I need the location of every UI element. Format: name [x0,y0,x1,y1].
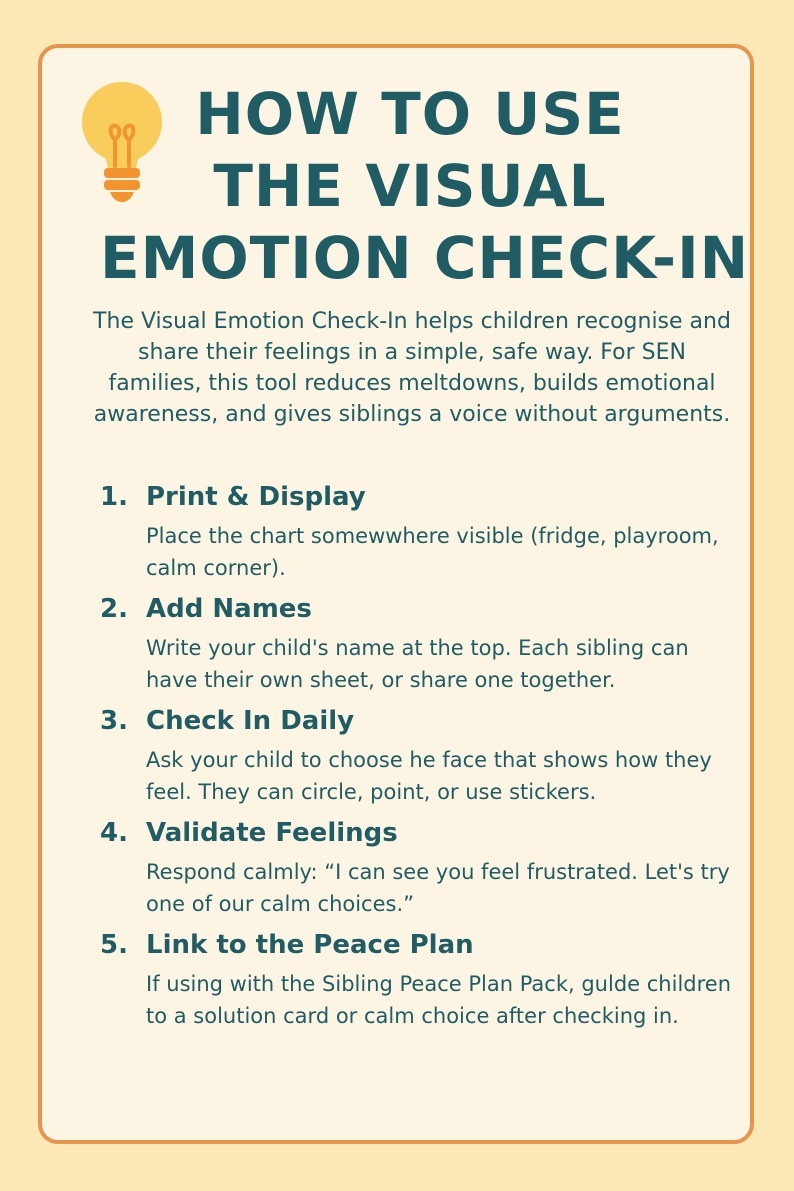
steps-list [100,478,740,1038]
step-description: Write your child's name at the top. Each sibling can have their own sheet, or share one together. [146,636,689,692]
title-line-1: HOW TO USE [195,80,625,148]
intro-paragraph: The Visual Emotion Check-In helps children recognise and share their feelings in a simple, safe way. For SEN families, this tool reduces meltdowns, builds emotional awareness, and gives siblings a voice without arguments. [93,309,731,427]
page-title [100,78,750,294]
step-number: 3. [100,706,128,736]
step-number: 2. [100,594,128,624]
title-line-3: EMOTION CHECK-IN [100,224,750,292]
step-description: If using with the Sibling Peace Plan Pack, gulde children to a solution card or calm choice after checking in. [146,972,732,1028]
step-description: Respond calmly: “I can see you feel frustrated. Let's try one of our calm choices.” [146,860,730,916]
step-description: Ask your child to choose he face that shows how they feel. They can circle, point, or use stickers. [146,748,712,804]
step-number: 5. [100,930,128,960]
step-title: Link to the Peace Plan [146,930,474,960]
step-title: Validate Feelings [146,818,398,848]
step-title: Check In Daily [146,706,355,736]
step-description: Place the chart somewwhere visible (fridge, playroom, calm corner). [146,524,719,580]
step-item [100,478,740,590]
step-number: 1. [100,482,128,512]
step-title: Add Names [146,594,312,624]
title-line-2: THE VISUAL [213,152,607,220]
step-item [100,590,740,702]
step-number: 4. [100,818,128,848]
step-item [100,814,740,926]
step-title: Print & Display [146,482,366,512]
step-item [100,926,740,1038]
step-item [100,702,740,814]
